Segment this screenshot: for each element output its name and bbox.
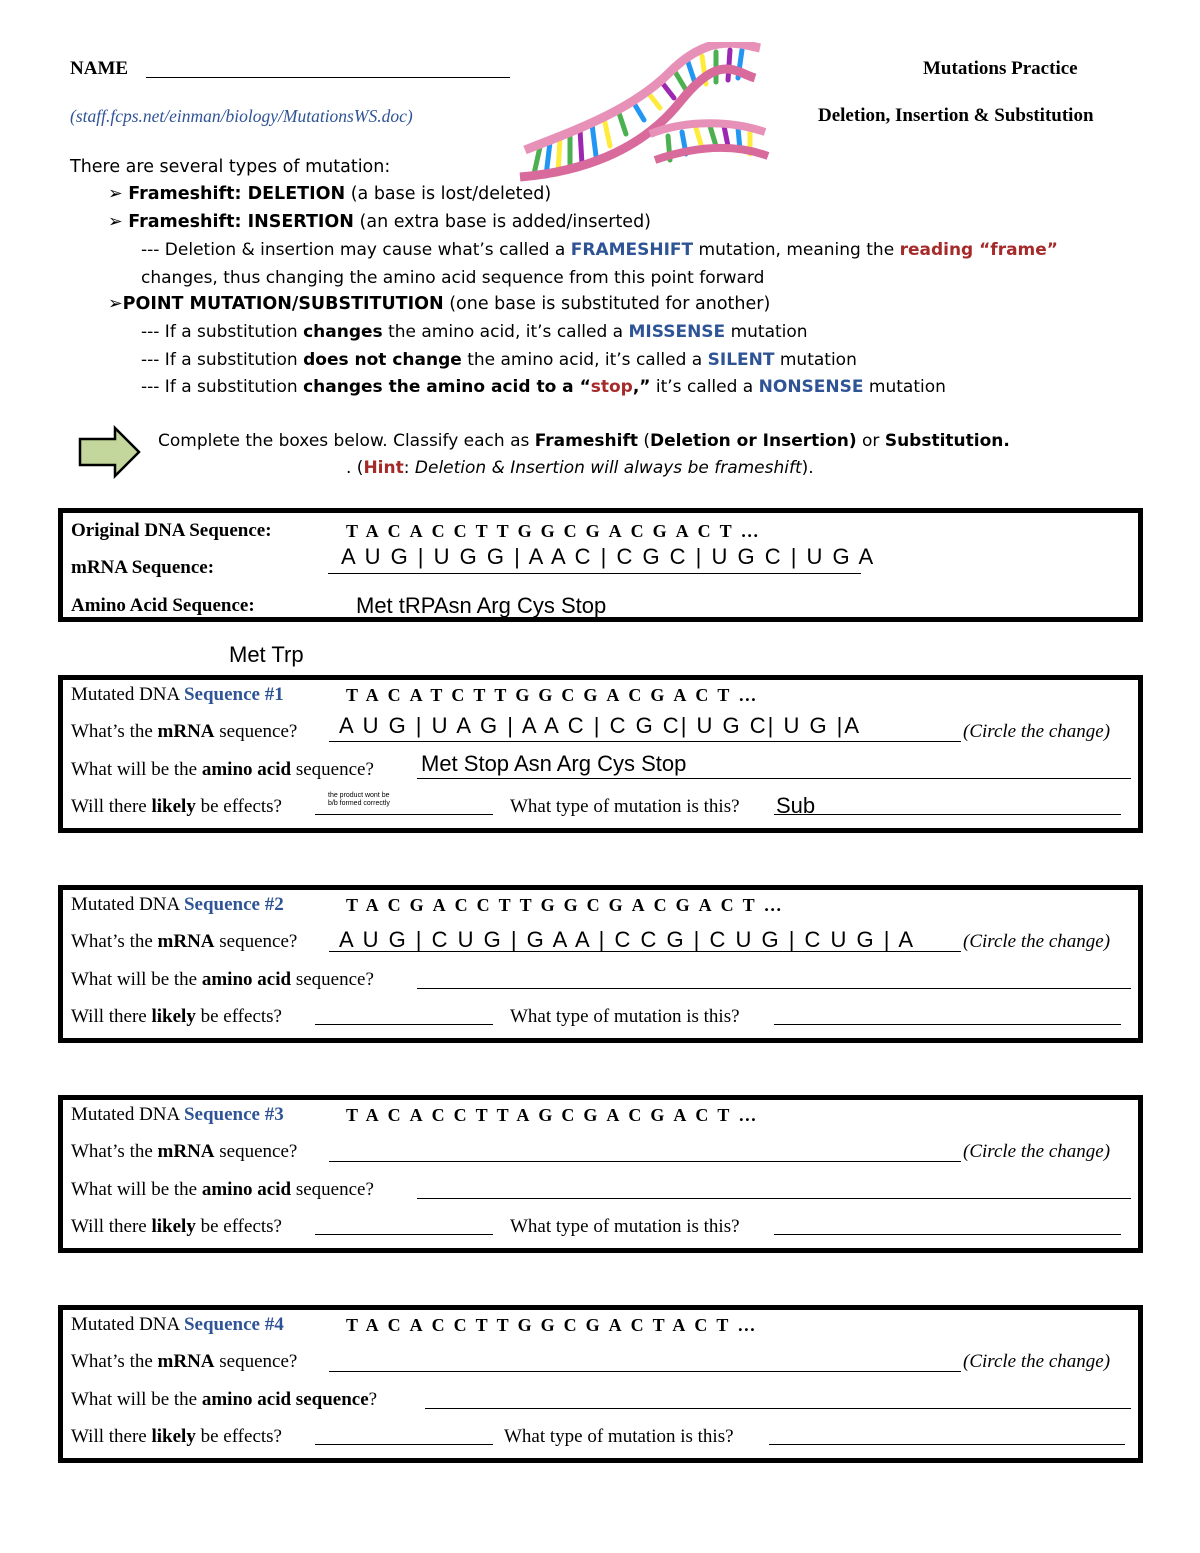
note-text: --- If a substitution: [141, 322, 304, 342]
mrna-answer-line: [329, 951, 961, 952]
mutation-box-2: [58, 885, 1143, 1043]
q-text: sequence?: [214, 1351, 298, 1372]
mrna-answer-line: [329, 1161, 961, 1162]
mutated-dna-sequence: TACGACCTTGGCGACGACT…: [346, 895, 791, 915]
sequence-number: Sequence #1: [183, 684, 284, 705]
mrna-answer-line: [328, 573, 861, 574]
amino-acid-answer[interactable]: Met Stop Asn Arg Cys Stop: [421, 751, 687, 776]
mrna-answer-line: [329, 741, 961, 742]
missense-note: [141, 322, 808, 342]
mrna-question: [71, 1141, 297, 1163]
mutation-type-answer[interactable]: Sub: [776, 793, 816, 818]
mutation-type-line: [774, 814, 1121, 815]
reading-frame-term: reading “frame”: [899, 240, 1058, 260]
note-text: it’s called a: [650, 377, 759, 397]
source-path: (staff.fcps.net/einman/biology/MutationsWS.doc): [70, 106, 413, 126]
q-text: amino acid sequence: [201, 1389, 369, 1410]
q-text: likely: [151, 1426, 196, 1447]
circle-the-change: (Circle the change): [963, 931, 1111, 952]
amino-acid-question: [71, 1179, 374, 1201]
mutated-dna-sequence: TACACCTTAGCGACGACT…: [346, 1105, 766, 1125]
instructions-line-1: [158, 431, 1010, 451]
q-text: What will be the: [71, 1179, 202, 1200]
mrna-question: [71, 931, 297, 953]
effects-answer-line[interactable]: [315, 1444, 493, 1445]
q-text: sequence?: [214, 721, 298, 742]
q-text: amino acid: [201, 1179, 292, 1200]
q-text: Will there: [71, 796, 152, 817]
mutation-label-text: Mutated DNA: [71, 894, 184, 915]
q-text: likely: [151, 1216, 196, 1237]
mrna-answer[interactable]: A U G | C U G | G A A | C C G | C U G | C U G | A: [339, 927, 916, 952]
amino-acid-question: [71, 969, 374, 991]
nonsense-note: [141, 377, 946, 397]
original-dna-sequence: TACACCTTGGCGACGACT…: [346, 521, 768, 541]
effects-answer-line: [315, 814, 493, 815]
mrna-answer-line: [329, 1371, 961, 1372]
insertion-desc: (an extra base is added/inserted): [353, 212, 652, 232]
silent-note: [141, 350, 857, 370]
effects-question: [71, 796, 282, 818]
instr-text: Frameshift: [534, 431, 638, 451]
deletion-term: Frameshift: DELETION: [128, 184, 346, 204]
effects-answer[interactable]: [328, 792, 390, 808]
note-text: mutation: [774, 350, 857, 370]
q-text: What’s the: [71, 721, 158, 742]
point-mutation-bullet: [108, 294, 770, 314]
silent-term: SILENT: [707, 350, 775, 370]
instr-text: or: [856, 431, 885, 451]
frameshift-term: FRAMESHIFT: [570, 240, 694, 260]
q-text: mRNA: [157, 721, 215, 742]
page-title: Mutations Practice: [923, 58, 1078, 79]
q-text: mRNA: [157, 931, 215, 952]
q-text: What’s the: [71, 1351, 158, 1372]
note-text: the amino acid, it’s called a: [461, 350, 708, 370]
margin-note: Met Trp: [229, 642, 304, 667]
deletion-bullet: [108, 184, 551, 204]
circle-the-change: (Circle the change): [963, 721, 1111, 742]
q-text: sequence?: [214, 1141, 298, 1162]
dna-helix-icon: [510, 42, 780, 182]
q-text: be effects?: [195, 1426, 282, 1447]
mutation-type-question: What type of mutation is this?: [504, 1426, 734, 1447]
point-mutation-desc: (one base is substituted for another): [443, 294, 771, 314]
note-text: changes: [303, 322, 383, 342]
sequence-number: Sequence #3: [183, 1104, 284, 1125]
frameshift-note-cont: changes, thus changing the amino acid sequence from this point forward: [141, 268, 765, 288]
amino-acid-answer-line: [425, 1408, 1131, 1409]
amino-acid-label: Amino Acid Sequence:: [71, 595, 255, 616]
right-arrow-icon: [77, 425, 143, 479]
instr-text: ).: [801, 458, 814, 478]
mrna-question: [71, 1351, 297, 1373]
instr-text: Complete the boxes below. Classify each as: [158, 431, 535, 451]
q-text: sequence?: [291, 759, 374, 780]
q-text: sequence?: [291, 1179, 374, 1200]
effects-question: [71, 1426, 282, 1448]
mutation-type-line: [774, 1024, 1121, 1025]
q-text: mRNA: [157, 1351, 215, 1372]
mutation-type-question: What type of mutation is this?: [510, 1216, 740, 1237]
q-text: be effects?: [195, 1216, 282, 1237]
mutation-box-3: [58, 1095, 1143, 1253]
instructions-line-2: [346, 458, 814, 478]
sequence-number: Sequence #4: [183, 1314, 284, 1335]
effects-question: [71, 1006, 282, 1028]
effects-question: [71, 1216, 282, 1238]
amino-acid-answer-line: [417, 778, 1131, 779]
hint-text: Deletion & Insertion will always be frameshift: [414, 458, 802, 478]
mutation-type-question: What type of mutation is this?: [510, 796, 740, 817]
original-aa-answer[interactable]: Met tRPAsn Arg Cys Stop: [356, 593, 607, 618]
amino-acid-answer-line: [417, 988, 1131, 989]
name-field[interactable]: [146, 77, 510, 78]
insertion-bullet: [108, 212, 651, 232]
intro-lead: There are several types of mutation:: [70, 157, 391, 177]
original-sequence-box: [58, 508, 1143, 622]
point-mutation-term: POINT MUTATION/SUBSTITUTION: [122, 294, 444, 314]
q-text: mRNA: [157, 1141, 215, 1162]
mutation-type-line: [769, 1444, 1125, 1445]
insertion-term: Frameshift: INSERTION: [128, 212, 354, 232]
mrna-question: [71, 721, 297, 743]
note-text: does not change: [303, 350, 462, 370]
mutation-label-text: Mutated DNA: [71, 1104, 184, 1125]
bullet-icon: ➢: [108, 212, 123, 232]
instr-text: . (: [346, 458, 364, 478]
instr-text: :: [403, 458, 415, 478]
mutation-box-1: [58, 675, 1143, 833]
original-dna-label: Original DNA Sequence:: [71, 520, 272, 541]
q-text: What’s the: [71, 1141, 158, 1162]
q-text: What will be the: [71, 1389, 202, 1410]
page-subtitle: Deletion, Insertion & Substitution: [818, 105, 1094, 126]
note-text: --- If a substitution: [141, 377, 304, 397]
name-label: NAME: [70, 58, 129, 79]
note-text: the amino acid, it’s called a: [382, 322, 629, 342]
missense-term: MISSENSE: [628, 322, 726, 342]
sequence-number: Sequence #2: [183, 894, 284, 915]
effects-answer-line-1: the product wont be: [328, 792, 390, 799]
mutation-label: [71, 894, 284, 916]
amino-acid-question: [71, 1389, 377, 1411]
mutation-label-text: Mutated DNA: [71, 684, 184, 705]
mrna-label: mRNA Sequence:: [71, 557, 215, 578]
mutation-type-question: What type of mutation is this?: [510, 1006, 740, 1027]
mutated-dna-sequence: TACACCTTGGCGACTACT…: [346, 1315, 765, 1335]
effects-answer-line-2: b/b formed correctly: [328, 800, 390, 807]
mutation-label: [71, 1104, 284, 1126]
original-mrna-answer[interactable]: A U G | U G G | A A C | C G C | U G C | U G A: [341, 544, 876, 569]
stop-term: stop: [590, 377, 633, 397]
mutation-label-text: Mutated DNA: [71, 1314, 184, 1335]
instr-text: (: [637, 431, 651, 451]
q-text: What will be the: [71, 969, 202, 990]
mutated-dna-sequence: TACATCTTGGCGACGACT…: [346, 685, 766, 705]
q-text: What will be the: [71, 759, 202, 780]
note-text: mutation: [863, 377, 946, 397]
q-text: Will there: [71, 1426, 152, 1447]
mutation-label: [71, 684, 284, 706]
q-text: sequence?: [214, 931, 298, 952]
bullet-icon: ➢: [108, 184, 123, 204]
q-text: amino acid: [201, 969, 292, 990]
note-text: --- If a substitution: [141, 350, 304, 370]
effects-answer-line[interactable]: [315, 1024, 493, 1025]
hint-label: Hint: [363, 458, 404, 478]
mutation-type-line: [774, 1234, 1121, 1235]
amino-acid-answer-line: [417, 1198, 1131, 1199]
mutation-label: [71, 1314, 284, 1336]
frameshift-note-text: mutation, meaning the: [693, 240, 900, 260]
circle-the-change: (Circle the change): [963, 1351, 1111, 1372]
note-text: mutation: [725, 322, 808, 342]
note-text: changes the amino acid to a “: [303, 377, 591, 397]
q-text: likely: [151, 796, 196, 817]
q-text: What’s the: [71, 931, 158, 952]
q-text: be effects?: [195, 796, 282, 817]
amino-acid-question: [71, 759, 374, 781]
instr-text: Deletion or Insertion): [650, 431, 857, 451]
bullet-icon: ➢: [108, 294, 123, 314]
q-text: sequence?: [291, 969, 374, 990]
note-text: ,”: [632, 377, 651, 397]
q-text: Will there: [71, 1006, 152, 1027]
q-text: amino acid: [201, 759, 292, 780]
q-text: ?: [368, 1389, 378, 1410]
deletion-desc: (a base is lost/deleted): [345, 184, 552, 204]
q-text: likely: [151, 1006, 196, 1027]
q-text: Will there: [71, 1216, 152, 1237]
q-text: be effects?: [195, 1006, 282, 1027]
frameshift-note: [141, 240, 1058, 260]
frameshift-note-text: --- Deletion & insertion may cause what’s called a: [141, 240, 571, 260]
circle-the-change: (Circle the change): [963, 1141, 1111, 1162]
nonsense-term: NONSENSE: [758, 377, 864, 397]
instr-text: Substitution.: [884, 431, 1010, 451]
mrna-answer[interactable]: A U G | U A G | A A C | C G C| U G C| U G |A: [339, 713, 862, 738]
mutation-box-4: [58, 1305, 1143, 1463]
effects-answer-line[interactable]: [315, 1234, 493, 1235]
